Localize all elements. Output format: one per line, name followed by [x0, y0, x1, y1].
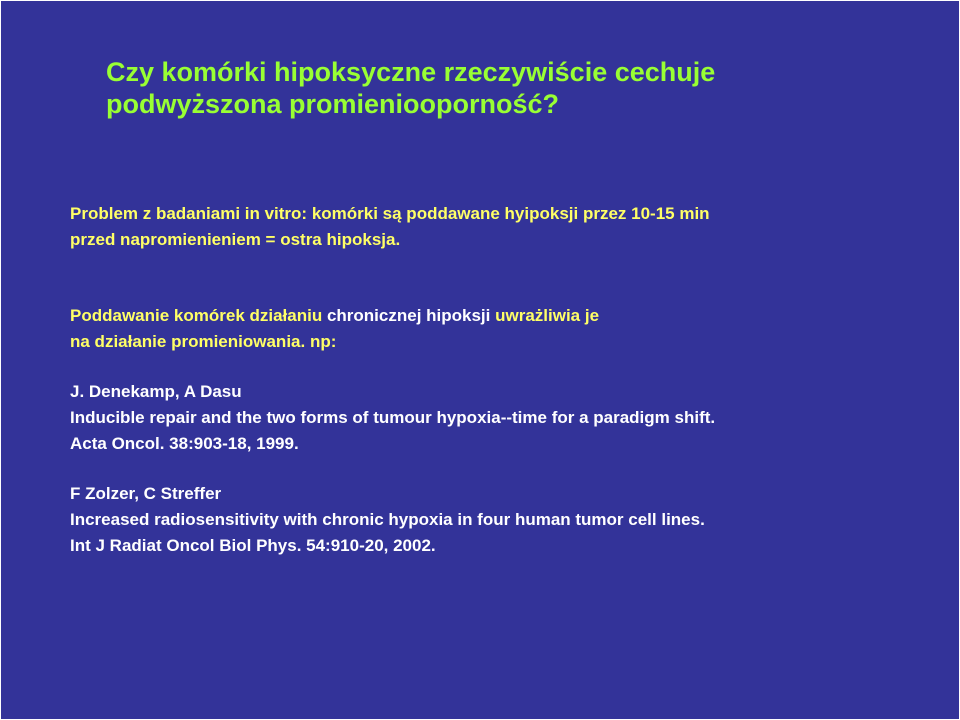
reference1-journal: Acta Oncol. 38:903-18, 1999.	[70, 434, 299, 453]
paragraph1-line-1: Problem z badaniami in vitro: komórki są poddawane hyipoksji przez 10-15 min	[70, 204, 710, 223]
paragraph2-text-a: Poddawanie komórek działaniu	[70, 306, 327, 325]
title-line-2: podwyższona promieniooporność?	[106, 89, 560, 119]
reference2-authors: F Zolzer, C Streffer	[70, 484, 222, 503]
reference2-journal: Int J Radiat Oncol Biol Phys. 54:910-20, 2002.	[70, 536, 436, 555]
reference-zolzer	[70, 481, 930, 559]
paragraph2-text-c: uwrażliwia je	[490, 306, 600, 325]
slide	[1, 1, 959, 719]
paragraph-chronic-hypoxia	[70, 303, 930, 355]
paragraph-in-vitro-problem	[70, 201, 930, 253]
paragraph2-emphasis: chronicznej hipoksji	[326, 306, 491, 325]
slide-title	[106, 56, 926, 120]
reference1-authors: J. Denekamp, A Dasu	[70, 382, 242, 401]
paragraph1-line-2: przed napromienieniem = ostra hipoksja.	[70, 230, 401, 249]
paragraph2-line-1	[70, 303, 930, 329]
paragraph2-line-2: na działanie promieniowania. np:	[70, 332, 337, 351]
reference-denekamp	[70, 379, 930, 457]
reference1-title: Inducible repair and the two forms of tumour hypoxia--time for a paradigm shift.	[70, 408, 716, 427]
title-line-1: Czy komórki hipoksyczne rzeczywiście cechuje	[106, 57, 716, 87]
reference2-title: Increased radiosensitivity with chronic hypoxia in four human tumor cell lines.	[70, 510, 705, 529]
